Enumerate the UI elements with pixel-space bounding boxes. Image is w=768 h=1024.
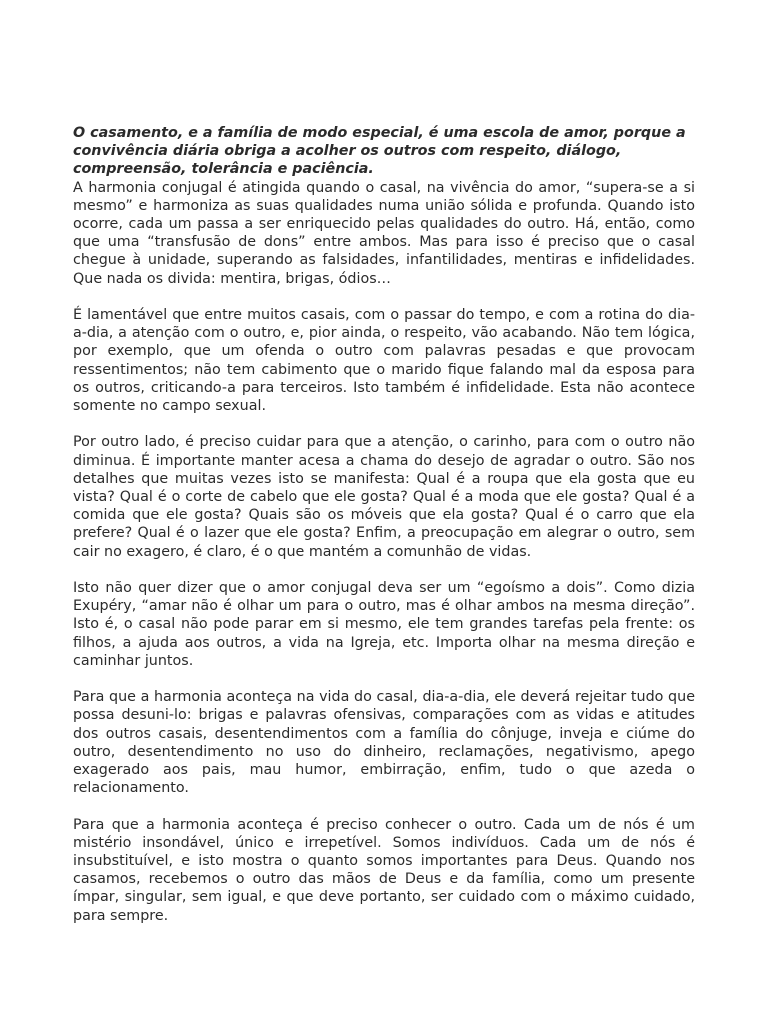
document-page — [73, 124, 695, 943]
body-paragraph: Isto não quer dizer que o amor conjugal deva ser um “egoísmo a dois”. Como dizia Exupéry, “amar não é olhar um para o outro, mas é olhar ambos na mesma direção”. Isto é, o casal não pode parar em si mesmo, ele tem grandes tarefas pela frente: os filhos, a ajuda aos outros, a vida na Igreja, etc. Importa olhar na mesma direção e caminhar juntos. — [73, 580, 695, 669]
lead-paragraph: O casamento, e a família de modo especial, é uma escola de amor, porque a convivência diária obriga a acolher os outros com respeito, diálogo, compreensão, tolerância e paciência. — [73, 125, 686, 178]
body-paragraph: Para que a harmonia aconteça na vida do casal, dia-a-dia, ele deverá rejeitar tudo que possa desuni-lo: brigas e palavras ofensivas, comparações com as vidas e atitudes dos outros casais, desentendimentos com a família do cônjuge, inveja e ciúme do outro, desentendimento no uso do dinheiro, reclamações, negativismo, apego exagerado aos pais, mau humor, embirração, enfim, tudo o que azeda o relacionamento. — [73, 689, 695, 797]
body-paragraph: Por outro lado, é preciso cuidar para que a atenção, o carinho, para com o outro não diminua. É importante manter acesa a chama do desejo de agradar o outro. São nos detalhes que muitas vezes isto se manifesta: Qual é a roupa que ela gosta que eu vista? Qual é o corte de cabelo que ele gosta? Qual é a moda que ele gosta? Qual é a comida que ele gosta? Quais são os móveis que ela gosta? Qual é o carro que ela prefere? Qual é o lazer que ele gosta? Enfim, a preocupação em alegrar o outro, sem cair no exagero, é claro, é o que mantém a comunhão de vidas. — [73, 434, 695, 560]
body-paragraph: Para que a harmonia aconteça é preciso conhecer o outro. Cada um de nós é um mistério insondável, único e irrepetível. Somos indivíduos. Cada um de nós é insubstituível, e isto mostra o quanto somos importantes para Deus. Quando nos casamos, recebemos o outro das mãos de Deus e da família, como um presente ímpar, singular, sem igual, e que deve portanto, ser cuidado com o máximo cuidado, para sempre. — [73, 816, 695, 924]
body-paragraph: É lamentável que entre muitos casais, com o passar do tempo, e com a rotina do dia-a-dia, a atenção com o outro, e, pior ainda, o respeito, vão acabando. Não tem lógica, por exemplo, que um ofenda o outro com palavras pesadas e que provocam ressentimentos; não tem cabimento que o marido fique falando mal da esposa para os outros, criticando-a para terceiros. Isto também é infidelidade. Esta não acontece somente no campo sexual. — [73, 307, 695, 415]
body-paragraph: A harmonia conjugal é atingida quando o casal, na vivência do amor, “supera-se a si mesmo” e harmoniza as suas qualidades numa união sólida e profunda. Quando isto ocorre, cada um passa a ser enriquecido pelas qualidades do outro. Há, então, como que uma “transfusão de dons” entre ambos. Mas para isso é preciso que o casal chegue à unidade, superando as falsidades, infantilidades, mentiras e infidelidades. Que nada os divida: mentira, brigas, ódios… — [73, 179, 695, 287]
